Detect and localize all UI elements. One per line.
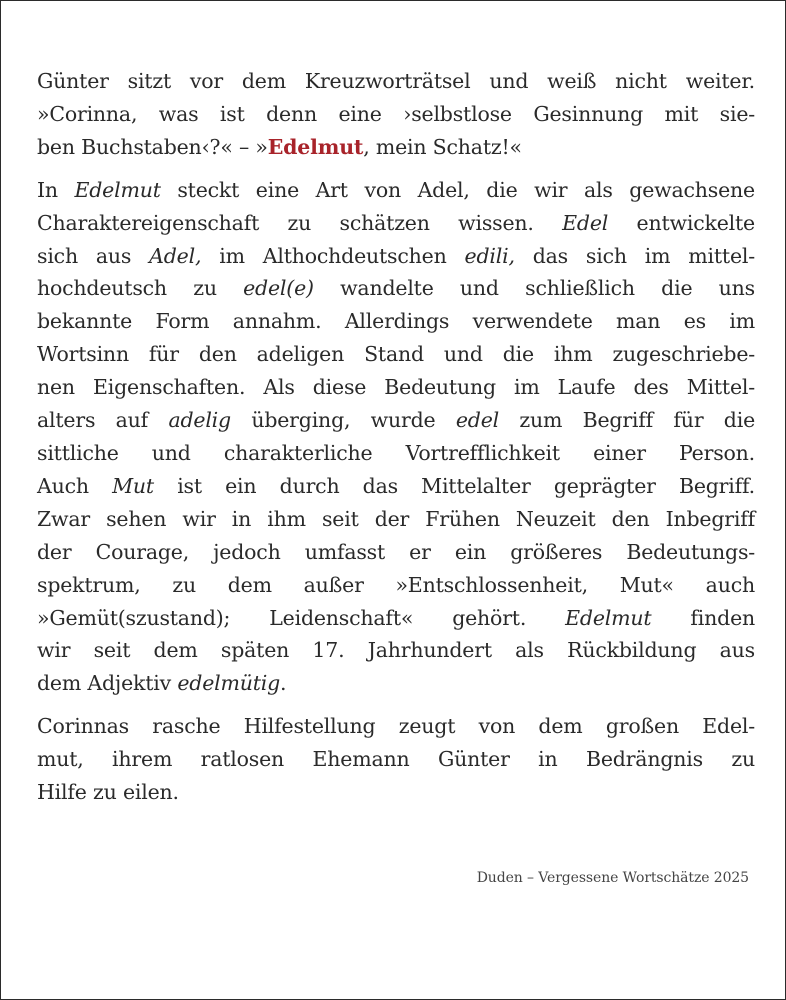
text-run: zum Begriff für die — [499, 408, 755, 433]
text-line — [37, 602, 755, 635]
article-body — [37, 65, 755, 809]
text-run: , mein Schatz!« — [363, 134, 522, 159]
text-run: sittliche und charakterliche Vortrefflichkeit einer Person. — [37, 440, 755, 465]
text-line — [37, 131, 755, 164]
italic-term: edili, — [464, 243, 515, 268]
text-run: Corinnas rasche Hilfestellung zeugt von dem großen Edel- — [37, 714, 755, 739]
text-run: finden — [651, 605, 755, 630]
italic-term: edel — [455, 408, 500, 433]
text-run: Wortsinn für den adeligen Stand und die ihm zugeschriebe- — [37, 342, 755, 367]
text-line — [37, 503, 755, 536]
text-line — [37, 667, 755, 700]
text-run: sich aus — [37, 243, 150, 268]
text-run: überging, wurde — [230, 408, 456, 433]
text-run: hochdeutsch zu — [37, 276, 244, 301]
text-line — [37, 65, 755, 98]
text-run: bekannte Form annahm. Allerdings verwendete man es im — [37, 309, 755, 334]
text-line — [37, 338, 755, 371]
text-line — [37, 776, 755, 809]
text-run: . — [280, 671, 287, 696]
text-run: alters auf — [37, 408, 169, 433]
text-run: das sich im mittel- — [514, 243, 755, 268]
text-run: Auch — [37, 473, 113, 498]
text-line — [37, 710, 755, 743]
text-run: Zwar sehen wir in ihm seit der Frühen Neuzeit den Inbegriff — [37, 506, 755, 531]
text-line — [37, 536, 755, 569]
text-line — [37, 634, 755, 667]
text-run: der Courage, jedoch umfasst er ein größeres Bedeutungs- — [37, 539, 755, 564]
text-run: dem Adjektiv — [37, 671, 178, 696]
text-run: wandelte und schließlich die uns — [313, 276, 756, 301]
text-run: entwickelte — [608, 210, 755, 235]
text-line — [37, 404, 755, 437]
text-line — [37, 305, 755, 338]
text-run: In — [37, 177, 75, 202]
text-run: ben Buchstaben‹?« – » — [37, 134, 268, 159]
text-run: wir seit dem späten 17. Jahrhundert als Rückbildung aus — [37, 638, 755, 663]
text-run: »Corinna, was ist denn eine ›selbstlose Gesinnung mit sie- — [37, 101, 755, 126]
source-credit: Duden – Vergessene Wortschätze 2025 — [476, 870, 749, 886]
text-line — [37, 272, 755, 305]
italic-term: edel(e) — [243, 276, 314, 301]
italic-term: Edelmut — [74, 177, 161, 202]
text-line — [37, 207, 755, 240]
text-line — [37, 98, 755, 131]
text-line — [37, 371, 755, 404]
italic-term: edelmütig — [177, 671, 281, 696]
text-line — [37, 174, 755, 207]
text-run: spektrum, zu dem außer »Entschlossenheit, Mut« auch — [37, 572, 755, 597]
text-run: Charaktereigenschaft zu schätzen wissen. — [37, 210, 563, 235]
italic-term: Edel — [562, 210, 609, 235]
text-line — [37, 470, 755, 503]
text-line — [37, 240, 755, 273]
conclusion-paragraph — [37, 710, 755, 809]
highlighted-keyword: Edelmut — [267, 134, 364, 159]
text-line — [37, 743, 755, 776]
text-run: nen Eigenschaften. Als diese Bedeutung im Laufe des Mittel- — [37, 375, 755, 400]
text-line — [37, 569, 755, 602]
text-run: steckt eine Art von Adel, die wir als gewachsene — [160, 177, 755, 202]
italic-term: Adel, — [149, 243, 202, 268]
italic-term: Edelmut — [565, 605, 652, 630]
text-run: »Gemüt(szustand); Leidenschaft« gehört. — [37, 605, 566, 630]
text-run: mut, ihrem ratlosen Ehemann Günter in Bedrängnis zu — [37, 747, 755, 772]
italic-term: Mut — [112, 473, 154, 498]
text-run: im Althochdeutschen — [201, 243, 465, 268]
etymology-paragraph — [37, 174, 755, 701]
italic-term: adelig — [168, 408, 231, 433]
text-run: ist ein durch das Mittelalter geprägter Begriff. — [153, 473, 755, 498]
intro-dialogue-paragraph — [37, 65, 755, 164]
text-run: Günter sitzt vor dem Kreuzworträtsel und weiß nicht weiter. — [37, 69, 755, 93]
text-line — [37, 437, 755, 470]
text-run: Hilfe zu eilen. — [37, 780, 179, 805]
